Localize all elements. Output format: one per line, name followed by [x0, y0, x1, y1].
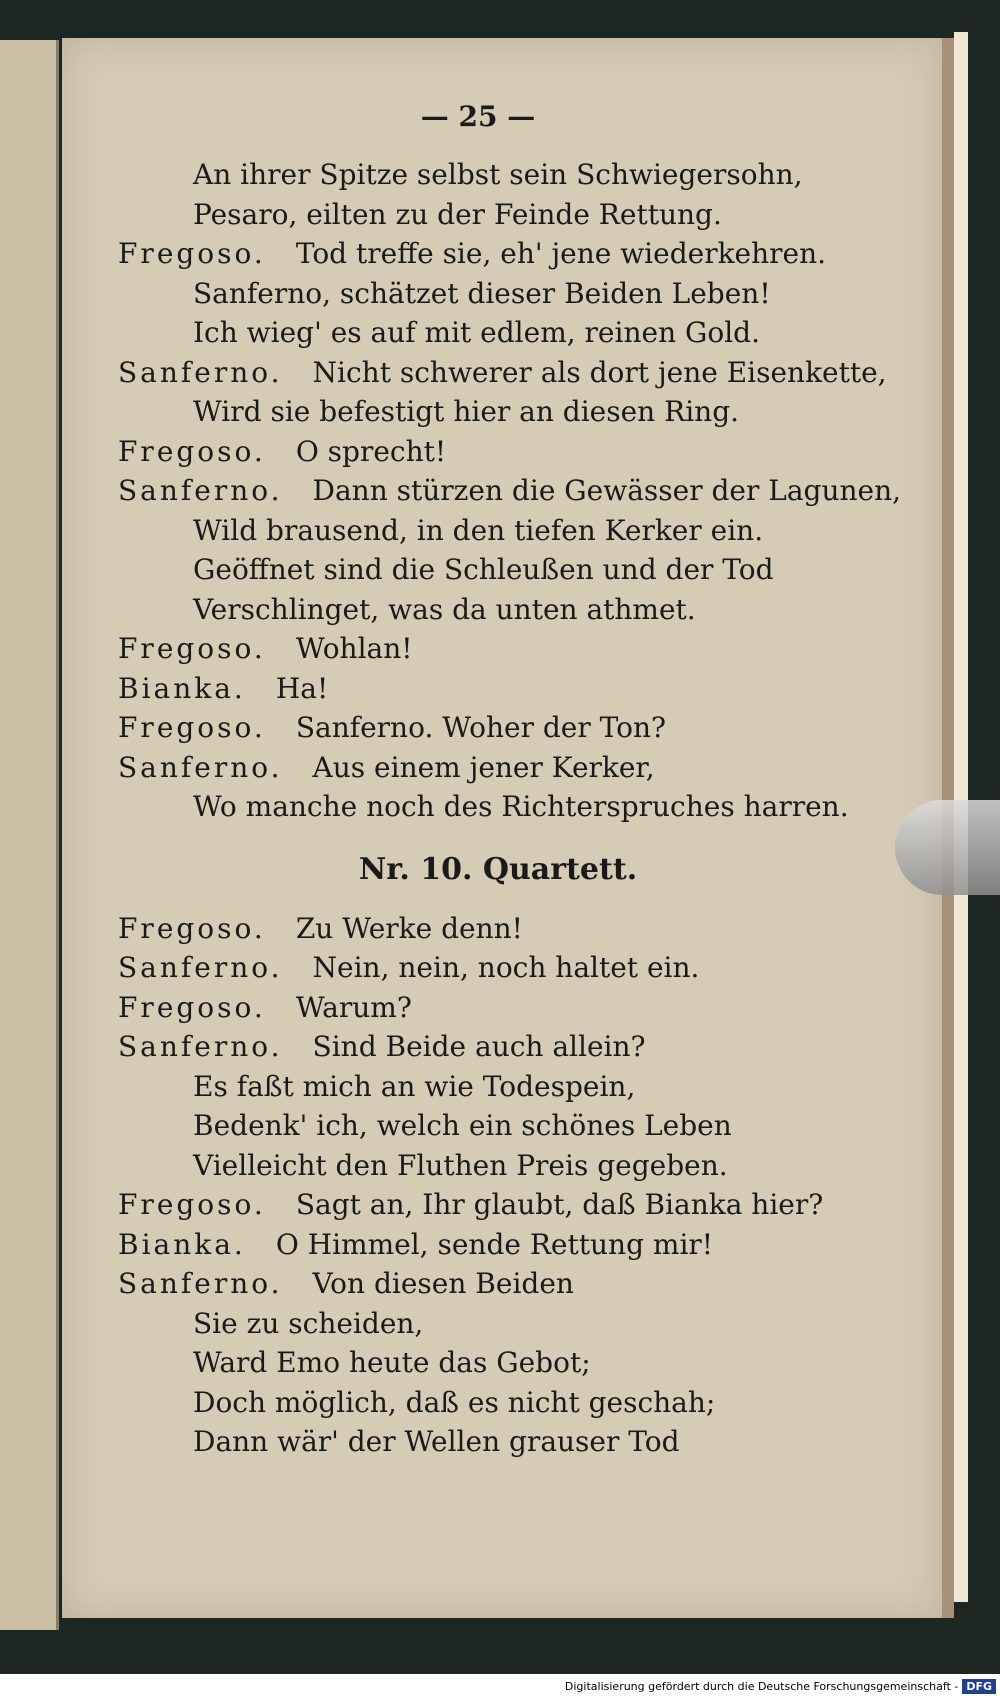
text-line: [118, 1264, 878, 1304]
text-line: [118, 195, 878, 235]
text-line: [118, 1106, 878, 1146]
speaker-name: Bianka.: [118, 671, 246, 705]
text-line: [118, 550, 878, 590]
speaker-name: Fregoso.: [118, 237, 266, 270]
text-line: [118, 948, 878, 988]
line-text: Dann stürzen die Gewässer der Lagunen,: [312, 474, 902, 507]
text-line: [118, 669, 878, 709]
line-text: Ward Emo heute das Gebot;: [193, 1346, 591, 1379]
dialogue-block-2: [118, 909, 878, 1462]
speaker-name: Fregoso.: [118, 711, 266, 744]
text-line: [118, 392, 878, 432]
line-text: Zu Werke denn!: [295, 911, 523, 945]
line-text: Sagt an, Ihr glaubt, daß Bianka hier?: [295, 1188, 824, 1221]
line-text: Doch möglich, daß es nicht geschah;: [193, 1385, 716, 1419]
speaker-name: Fregoso.: [118, 911, 266, 945]
text-line: [118, 1185, 878, 1225]
text-line: [118, 274, 878, 314]
text-line: [118, 1343, 878, 1383]
speaker-name: Sanferno.: [118, 1267, 283, 1300]
speaker-name: Sanferno.: [118, 474, 283, 507]
text-line: [118, 1383, 878, 1423]
text-line: [118, 1304, 878, 1344]
line-text: Tod treffe sie, eh' jene wiederkehren.: [295, 237, 827, 270]
line-text: Warum?: [295, 990, 412, 1024]
line-text: Sie zu scheiden,: [193, 1306, 424, 1340]
line-text: Nein, nein, noch haltet ein.: [312, 951, 700, 984]
page-content: [118, 100, 902, 1462]
text-line: [118, 432, 878, 472]
line-text: Verschlinget, was da unten athmet.: [193, 592, 696, 626]
speaker-name: Bianka.: [118, 1227, 246, 1261]
speaker-name: Sanferno.: [118, 1030, 283, 1063]
text-line: [118, 988, 878, 1028]
speaker-name: Fregoso.: [118, 990, 266, 1024]
text-line: [118, 511, 878, 551]
text-line: [118, 313, 878, 353]
previous-page-edge: [0, 40, 59, 1630]
line-text: Sind Beide auch allein?: [312, 1030, 646, 1063]
text-line: [118, 909, 878, 949]
dfg-logo: DFG: [962, 1679, 996, 1694]
line-text: Dann wär' der Wellen grauser Tod: [193, 1425, 680, 1458]
line-text: Es faßt mich an wie Todespein,: [193, 1069, 636, 1103]
text-line: [118, 1027, 878, 1067]
text-line: [118, 787, 878, 827]
line-text: O sprecht!: [295, 434, 447, 468]
line-text: Ich wieg' es auf mit edlem, reinen Gold.: [193, 316, 760, 349]
line-text: Vielleicht den Fluthen Preis gegeben.: [193, 1148, 728, 1182]
text-line: [118, 590, 878, 630]
line-text: Wo manche noch des Richterspruches harren.: [193, 790, 849, 823]
line-text: Von diesen Beiden: [312, 1267, 574, 1300]
line-text: Pesaro, eilten zu der Feinde Rettung.: [193, 197, 722, 231]
text-line: [118, 471, 902, 511]
footer-separator: -: [950, 1680, 959, 1693]
text-line: [118, 1422, 878, 1462]
text-line: [118, 708, 878, 748]
line-text: O Himmel, sende Rettung mir!: [275, 1227, 714, 1261]
text-line: [118, 1225, 878, 1265]
text-line: [118, 155, 878, 195]
page-clip: [895, 800, 1000, 895]
text-line: [118, 353, 887, 393]
line-text: Wohlan!: [295, 632, 413, 665]
line-text: Nicht schwerer als dort jene Eisenkette,: [312, 355, 887, 389]
text-line: [118, 1146, 878, 1186]
speaker-name: Sanferno.: [118, 355, 283, 389]
text-line: [118, 234, 878, 274]
line-text: Wird sie befestigt hier an diesen Ring.: [193, 395, 740, 428]
speaker-name: Sanferno.: [118, 951, 283, 984]
line-text: Sanferno. Woher der Ton?: [295, 711, 667, 744]
line-text: An ihrer Spitze selbst sein Schwiegersohn,: [193, 158, 803, 191]
footer-text: Digitalisierung gefördert durch die Deutsche Forschungsgemeinschaft: [564, 1680, 951, 1693]
digitization-footer: [0, 1674, 1000, 1700]
line-text: Geöffnet sind die Schleußen und der Tod: [193, 553, 774, 586]
line-text: Bedenk' ich, welch ein schönes Leben: [193, 1109, 732, 1142]
text-line: [118, 748, 878, 788]
page-number: — 25 —: [420, 100, 536, 133]
text-line: [118, 1067, 878, 1107]
speaker-name: Fregoso.: [118, 434, 266, 468]
text-line: [118, 629, 878, 669]
speaker-name: Fregoso.: [118, 1188, 266, 1221]
section-heading: Nr. 10. Quartett.: [358, 851, 638, 887]
line-text: Aus einem jener Kerker,: [312, 750, 655, 784]
speaker-name: Fregoso.: [118, 632, 266, 665]
line-text: Ha!: [275, 671, 329, 705]
line-text: Wild brausend, in den tiefen Kerker ein.: [193, 513, 764, 547]
line-text: Sanferno, schätzet dieser Beiden Leben!: [193, 276, 771, 310]
dialogue-block-1: [118, 155, 902, 827]
speaker-name: Sanferno.: [118, 750, 283, 784]
